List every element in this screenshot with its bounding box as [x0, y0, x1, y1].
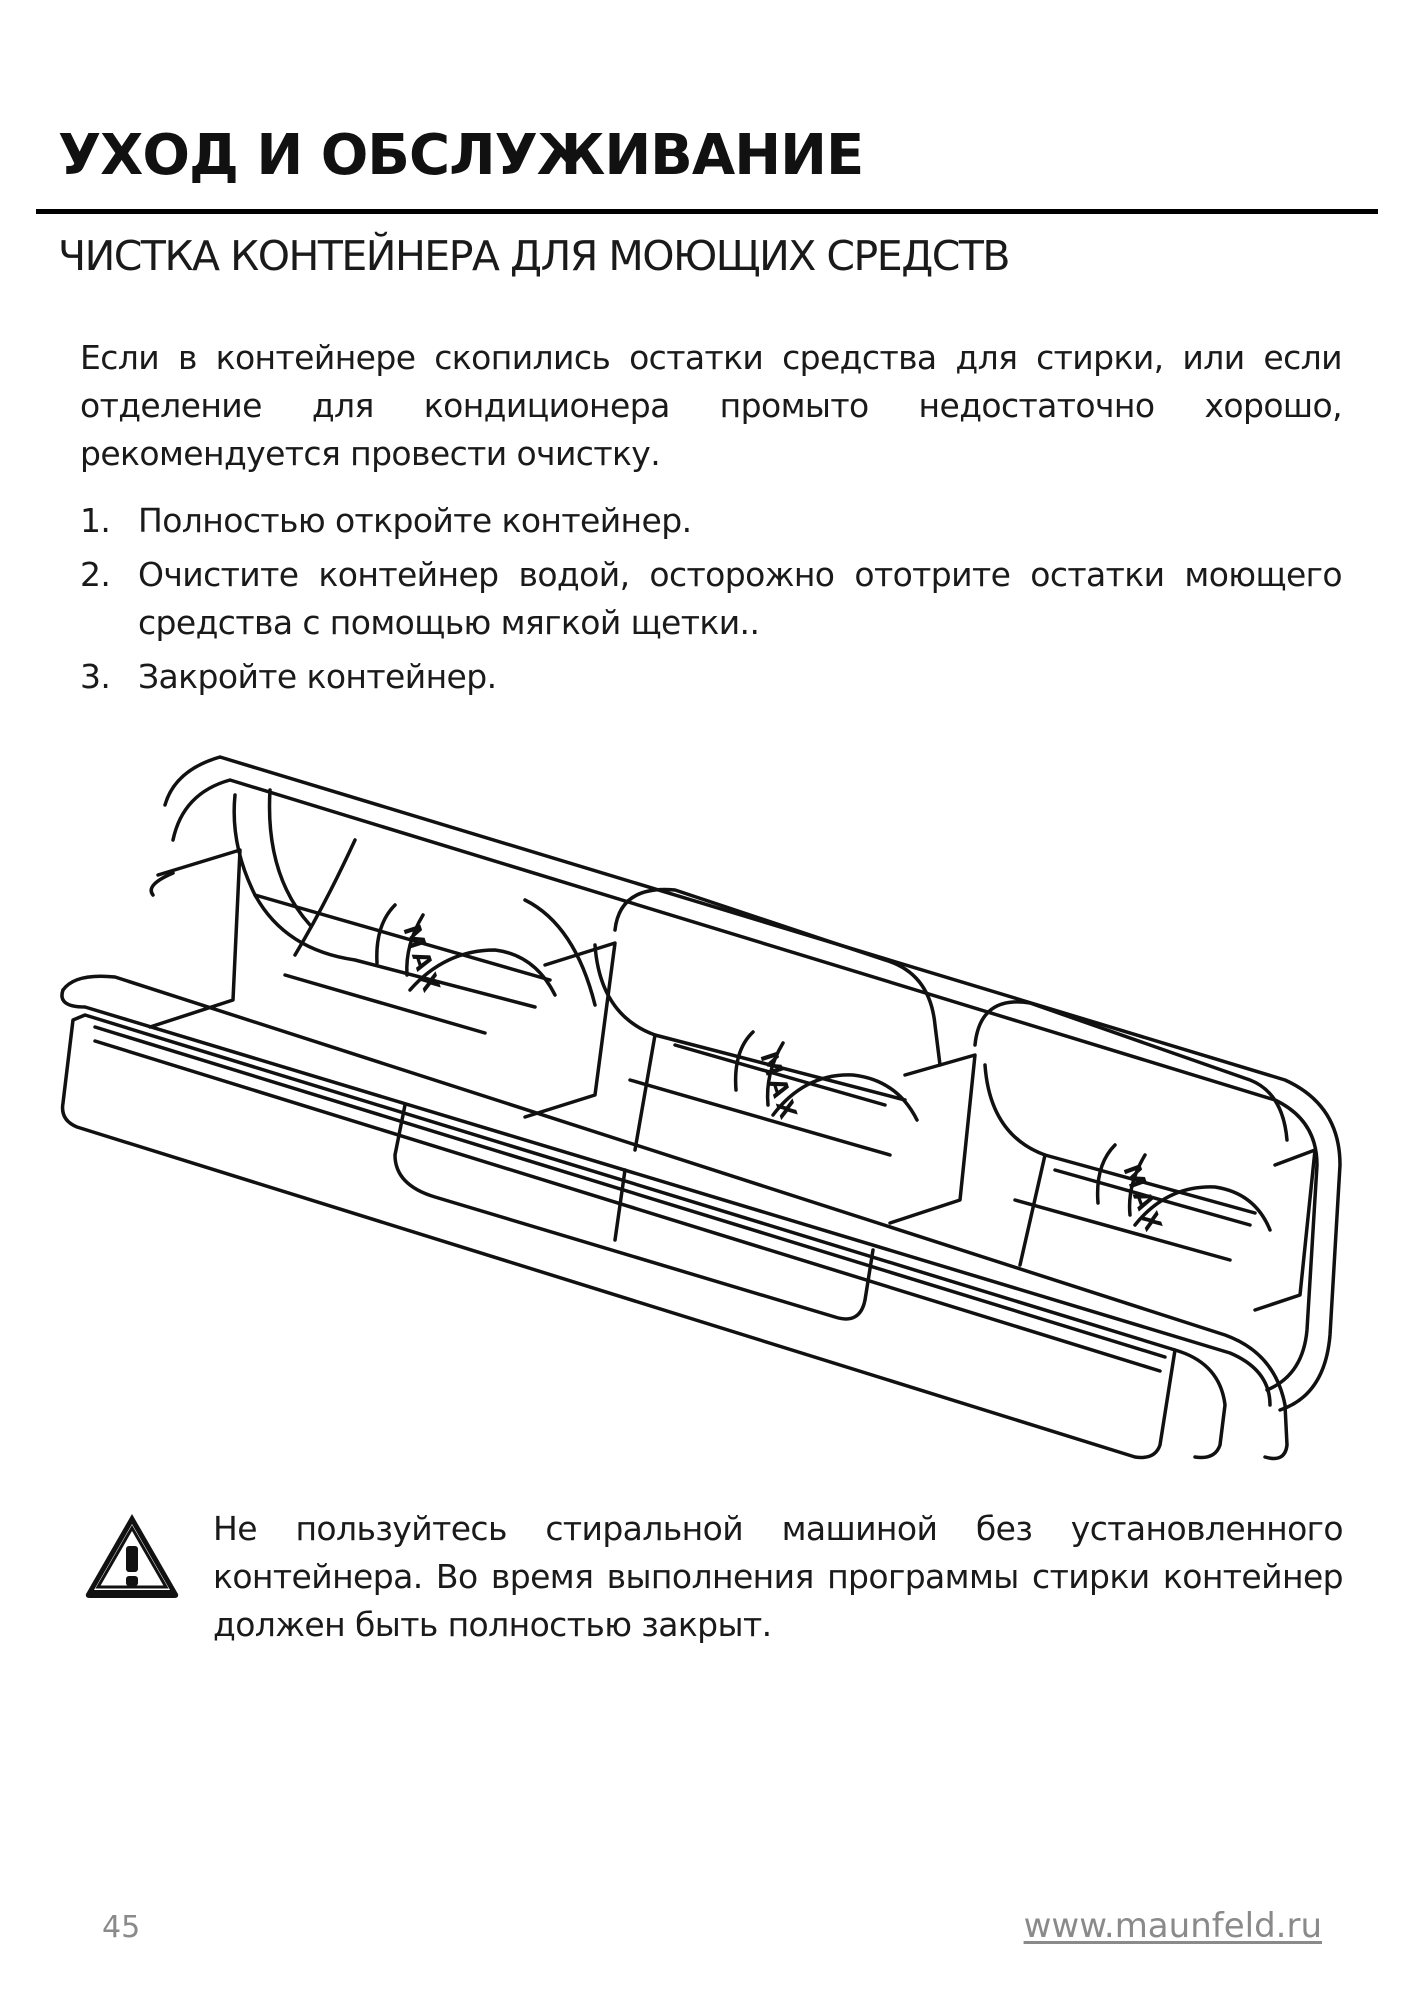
max-label: MAX: [754, 1048, 804, 1127]
warning-triangle-icon: [82, 1510, 182, 1600]
intro-paragraph: Если в контейнере скопились остатки средства для стирки, или если отделение для кондиционера промыто недостаточно хорошо, рекомендуется провести очистку.: [80, 338, 1342, 473]
step-text: Закройте контейнер.: [138, 657, 497, 696]
max-label: MAX: [397, 921, 447, 1000]
step-number: 2.: [80, 555, 111, 594]
max-label: MAX: [1117, 1160, 1169, 1239]
step-text: Полностью откройте контейнер.: [138, 501, 692, 540]
step-number: 3.: [80, 657, 111, 696]
step-number: 1.: [80, 501, 111, 540]
step-text: Очистите контейнер водой, осторожно ототрите остатки моющего средства с помощью мягкой щетки..: [138, 555, 1342, 642]
steps-list: [80, 497, 1342, 707]
warning-text: Не пользуйтесь стиральной машиной без установленного контейнера. Во время выполнения программы стирки контейнер должен быть полностью закрыт.: [213, 1509, 1343, 1644]
page-number: 45: [102, 1910, 141, 1945]
detergent-drawer-illustration: [55, 745, 1360, 1465]
step-item: [80, 551, 1342, 647]
title-divider: [36, 209, 1378, 214]
site-link[interactable]: www.maunfeld.ru: [1023, 1906, 1322, 1946]
page-title: УХОД И ОБСЛУЖИВАНИЕ: [58, 123, 864, 188]
step-item: [80, 653, 1342, 701]
section-heading: ЧИСТКА КОНТЕЙНЕРА ДЛЯ МОЮЩИХ СРЕДСТВ: [58, 232, 1010, 280]
step-item: [80, 497, 1342, 545]
